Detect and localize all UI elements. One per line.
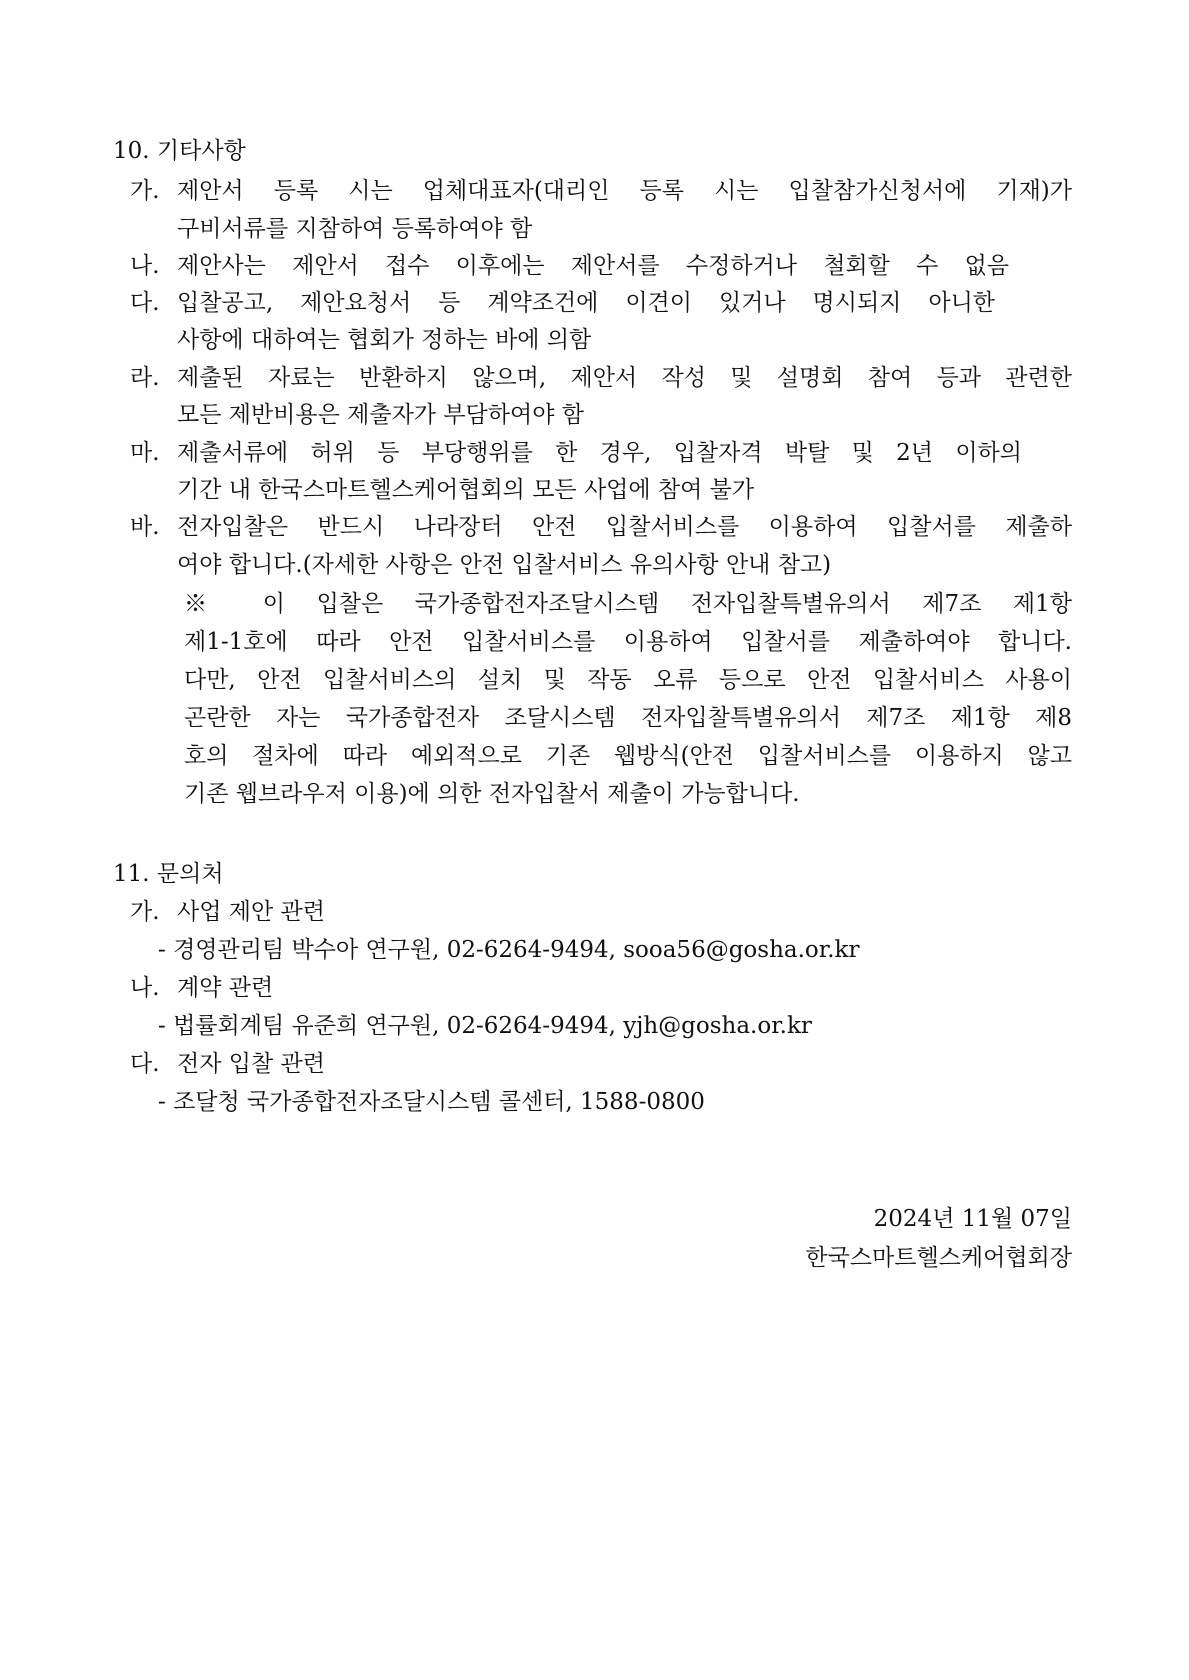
section-11-title: 11. 문의처 [113,861,224,887]
item-text: 입찰공고, 제안요청서 등 계약조건에 이견이 있거나 명시되지 아니한 [177,290,995,316]
item-text-continued: 사항에 대하여는 협회가 정하는 바에 의함 [177,327,592,353]
item-marker: 라. [130,365,160,391]
section-10-title: 10. 기타사항 [113,138,246,164]
contact-label: 사업 제안 관련 [177,899,325,925]
contact-label: 전자 입찰 관련 [177,1051,325,1077]
signature-organization: 한국스마트헬스케어협회장 [805,1245,1072,1271]
item-text-continued: 모든 제반비용은 제출자가 부담하여야 함 [177,402,584,428]
item-text-continued: 기간 내 한국스마트헬스케어협회의 모든 사업에 참여 불가 [177,477,755,503]
item-marker: 나. [130,253,160,279]
contact-marker: 가. [130,899,160,925]
item-text-continued: 구비서류를 지참하여 등록하여야 함 [177,216,533,242]
note-line: 다만, 안전 입찰서비스의 설치 및 작동 오류 등으로 안전 입찰서비스 사용이 [184,667,1072,693]
contact-marker: 다. [130,1051,160,1077]
item-text: 제안서 등록 시는 업체대표자(대리인 등록 시는 입찰참가신청서에 기재)가 [177,178,1072,204]
item-marker: 마. [130,440,160,466]
note-line: 호의 절차에 따라 예외적으로 기존 웹방식(안전 입찰서비스를 이용하지 않고 [184,743,1072,769]
item-marker: 다. [130,290,160,316]
item-text: 제출된 자료는 반환하지 않으며, 제안서 작성 및 설명회 참여 등과 관련한 [177,365,1072,391]
note-line: 제1-1호에 따라 안전 입찰서비스를 이용하여 입찰서를 제출하여야 합니다. [184,629,1072,655]
contact-detail: - 경영관리팀 박수아 연구원, 02-6264-9494, sooa56@gosha.or.kr [158,937,860,963]
item-text: 제출서류에 허위 등 부당행위를 한 경우, 입찰자격 박탈 및 2년 이하의 [177,440,1022,466]
item-text: 전자입찰은 반드시 나라장터 안전 입찰서비스를 이용하여 입찰서를 제출하 [177,514,1072,540]
note-line: 곤란한 자는 국가종합전자 조달시스템 전자입찰특별유의서 제7조 제1항 제8 [184,705,1072,731]
note-line: ※ 이 입찰은 국가종합전자조달시스템 전자입찰특별유의서 제7조 제1항 [184,591,1072,617]
signature-date: 2024년 11월 07일 [873,1206,1072,1232]
item-text: 제안사는 제안서 접수 이후에는 제안서를 수정하거나 철회할 수 없음 [177,253,1009,279]
item-text-continued: 여야 합니다.(자세한 사항은 안전 입찰서비스 유의사항 안내 참고) [177,552,832,578]
item-marker: 바. [130,514,160,540]
contact-marker: 나. [130,975,160,1001]
note-line: 기존 웹브라우저 이용)에 의한 전자입찰서 제출이 가능합니다. [184,781,800,807]
contact-detail: - 조달청 국가종합전자조달시스템 콜센터, 1588-0800 [158,1089,705,1115]
contact-detail: - 법률회계팀 유준희 연구원, 02-6264-9494, yjh@gosha.or.kr [158,1013,812,1039]
contact-label: 계약 관련 [177,975,274,1001]
item-marker: 가. [130,178,160,204]
